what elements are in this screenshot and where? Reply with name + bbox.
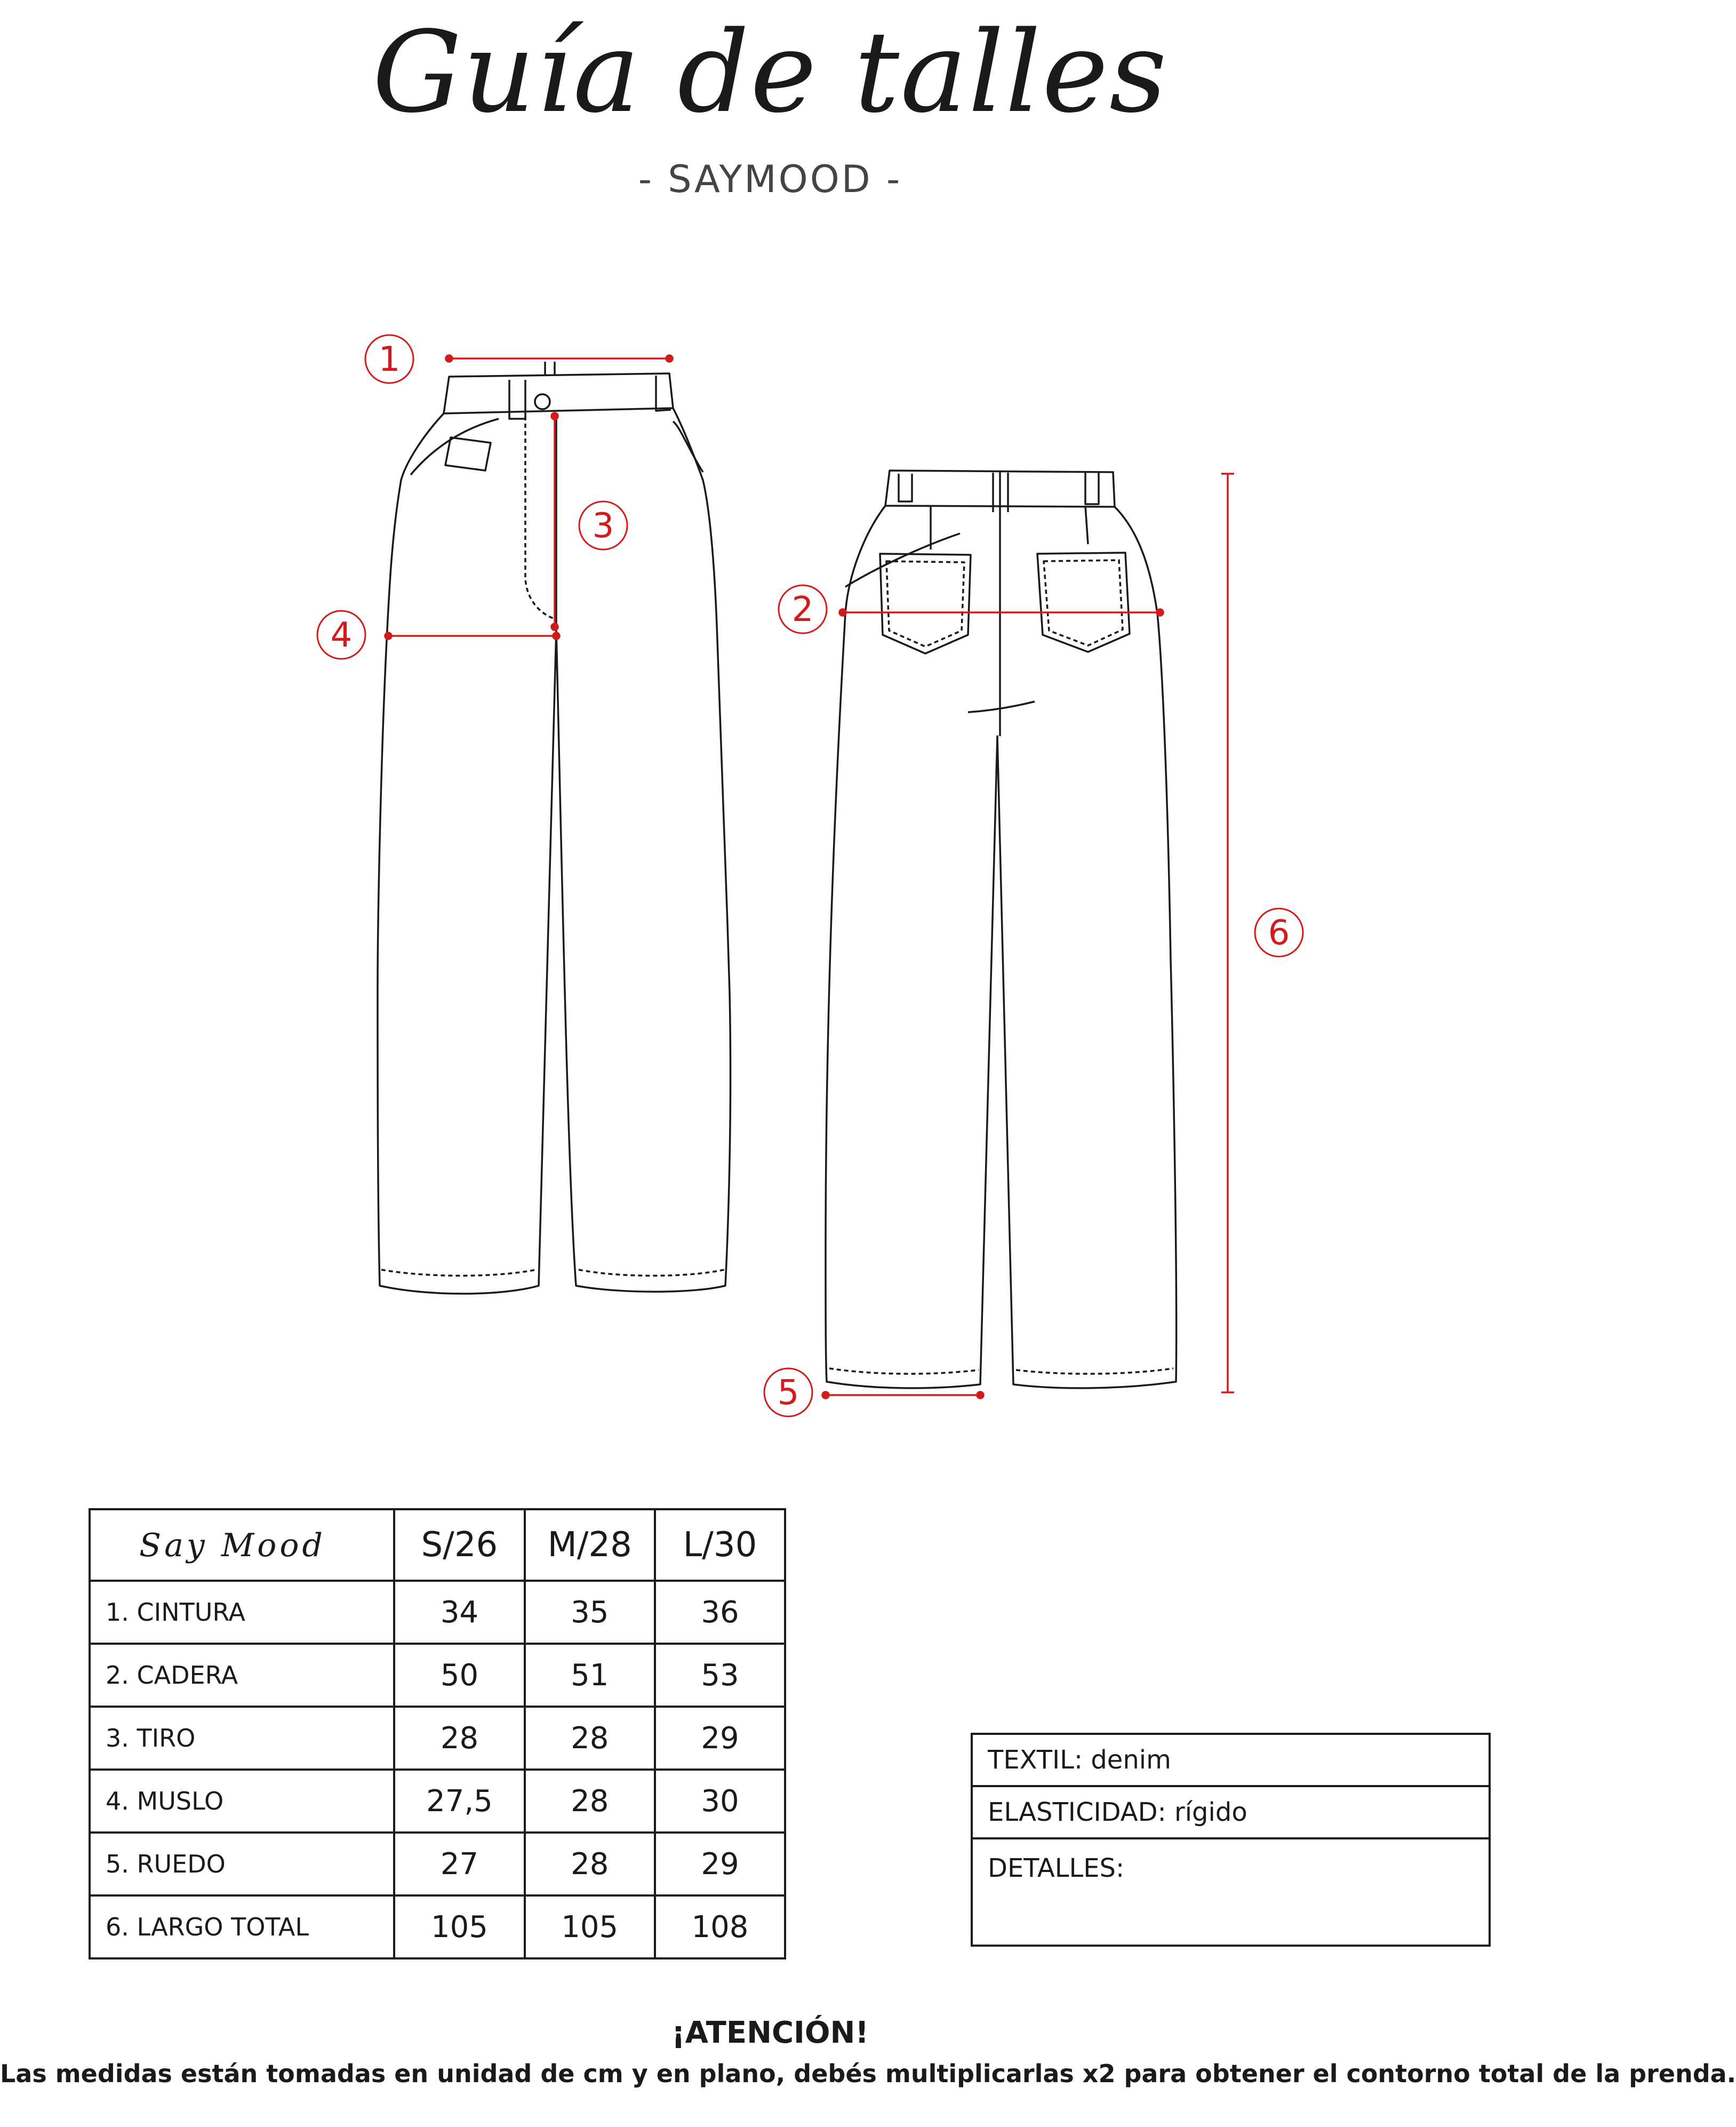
measurement-value: 28 [394,1707,524,1770]
measurement-value: 50 [394,1644,524,1707]
measurement-value: 30 [655,1770,785,1833]
size-header-row [90,1509,785,1581]
measurement-value: 29 [655,1833,785,1895]
measurement-value: 105 [394,1895,524,1958]
textil-field: TEXTIL: denim [972,1734,1490,1786]
measurement-label: 2. CADERA [90,1644,394,1707]
table-row [90,1707,785,1770]
marker-3 [579,501,627,549]
elasticity-field: ELASTICIDAD: rígido [972,1786,1490,1838]
measurement-value: 28 [525,1770,655,1833]
marker-4 [317,611,365,659]
svg-text:1: 1 [378,340,401,379]
measurement-label: 6. LARGO TOTAL [90,1895,394,1958]
table-row [90,1833,785,1895]
measurement-value: 108 [655,1895,785,1958]
svg-text:6: 6 [1268,913,1290,953]
marker-1 [365,335,413,383]
details-field: DETALLES: [972,1838,1490,1946]
measurement-value: 28 [525,1833,655,1895]
measurement-label: 4. MUSLO [90,1770,394,1833]
measurement-value: 36 [655,1581,785,1644]
svg-text:5: 5 [777,1373,799,1413]
svg-text:4: 4 [330,616,353,655]
size-header: S/26 [394,1509,524,1581]
measurement-value: 28 [525,1707,655,1770]
size-header: L/30 [655,1509,785,1581]
table-row [90,1644,785,1707]
measurement-label: 5. RUEDO [90,1833,394,1895]
measurement-label: 3. TIRO [90,1707,394,1770]
measurement-value: 27 [394,1833,524,1895]
back-pants-drawing [826,471,1177,1388]
table-row [90,1895,785,1958]
measurement-value: 105 [525,1895,655,1958]
brand-logo: Say Mood [90,1509,394,1581]
marker-5 [764,1368,812,1416]
measurement-value: 53 [655,1644,785,1707]
size-chart-table [89,1508,786,1959]
brand-subtitle: - SAYMOOD - [638,157,902,201]
measurement-value: 35 [525,1581,655,1644]
fabric-info-table [971,1733,1491,1947]
marker-2 [779,585,827,633]
size-header: M/28 [525,1509,655,1581]
marker-6 [1255,909,1303,957]
measurement-value: 34 [394,1581,524,1644]
measurement-value: 29 [655,1707,785,1770]
attention-heading: ¡ATENCIÓN! [671,2016,869,2050]
table-row [90,1770,785,1833]
measurement-label: 1. CINTURA [90,1581,394,1644]
measurement-value: 51 [525,1644,655,1707]
measurement-value: 27,5 [394,1770,524,1833]
svg-text:2: 2 [791,590,814,630]
table-row [90,1581,785,1644]
measurement-note: Las medidas están tomadas en unidad de cm y en plano, debés multiplicarlas x2 para obtener el contorno total de la prenda. [0,2059,1736,2088]
svg-text:3: 3 [592,506,614,546]
page-title: Guía de talles [372,7,1168,138]
